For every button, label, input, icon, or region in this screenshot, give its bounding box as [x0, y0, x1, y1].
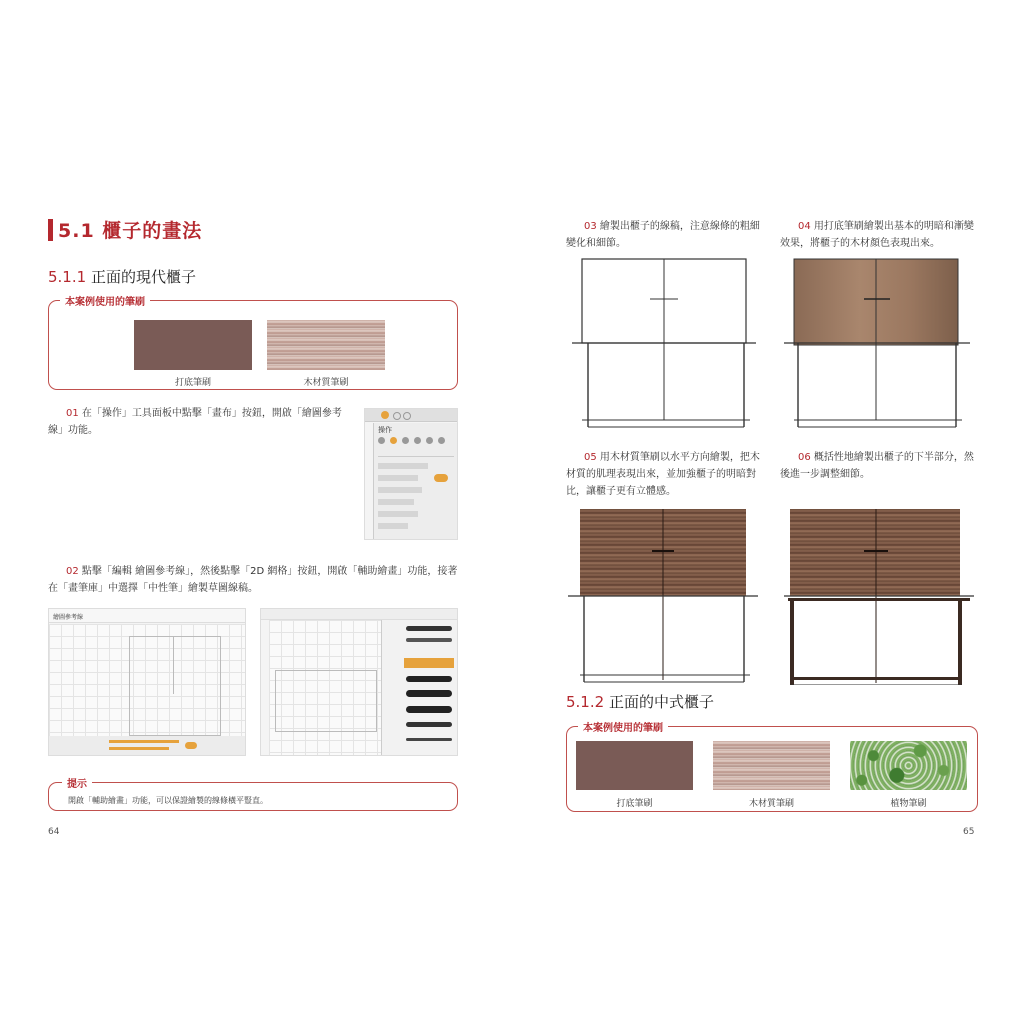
guide-grid [49, 624, 245, 736]
brushes-box-label: 本案例使用的筆刷 [578, 719, 668, 734]
cabinet-wood-sketch [566, 505, 766, 685]
step-number: 06 [798, 452, 811, 463]
step-02 [48, 563, 458, 597]
tip-label: 提示 [62, 775, 92, 790]
brush-library-panel [381, 620, 458, 755]
section-marker [48, 219, 53, 241]
step-text: 用打底筆刷繪製出基本的明暗和漸變效果，將櫃子的木材顏色表現出來。 [780, 221, 974, 249]
assist-toggle [185, 742, 197, 749]
wood-brush-swatch [713, 741, 830, 790]
cabinet-sketch [129, 636, 221, 736]
tip-text: 開啟「輔助繪畫」功能，可以保證繪製的線條橫平豎直。 [68, 796, 268, 805]
menu-row [378, 523, 408, 529]
actions-menu [373, 423, 458, 539]
brush-library-screenshot [260, 608, 458, 756]
size-slider [109, 740, 179, 743]
plant-brush-swatch [850, 741, 967, 790]
settings-icon [381, 411, 389, 419]
step-01 [48, 405, 353, 439]
brush-stroke [406, 676, 452, 682]
cabinet-line-sketch [566, 255, 766, 435]
step-06 [780, 449, 978, 483]
wood-brush-caption: 木材質筆刷 [748, 799, 794, 809]
step-03 [566, 218, 764, 252]
page-number-right: 65 [963, 827, 975, 837]
subsection-title: 正面的現代櫃子 [90, 268, 196, 286]
brush-stroke [406, 690, 452, 697]
step-text: 繪製出櫃子的線稿，注意線條的粗細變化和細節。 [566, 221, 760, 249]
brushes-box-label: 本案例使用的筆刷 [60, 293, 150, 308]
brushes-box-left [48, 300, 458, 390]
cabinet-base-sketch [780, 255, 980, 435]
share-icon [402, 437, 409, 444]
brush-stroke [406, 722, 452, 727]
base-brush-swatch [576, 741, 693, 790]
canvas-icon [390, 437, 397, 444]
menu-row [378, 511, 418, 517]
subsection-heading-511 [48, 266, 196, 287]
add-icon [378, 437, 385, 444]
subsection-number: 5.1.1 [48, 268, 87, 286]
wood-brush-swatch [267, 320, 385, 370]
subsection-title: 正面的中式櫃子 [608, 693, 714, 711]
step-number: 01 [66, 408, 79, 419]
tool-icon [393, 412, 401, 420]
menu-row [378, 499, 414, 505]
base-brush-caption: 打底筆刷 [174, 378, 211, 388]
plant-brush-caption: 植物筆刷 [890, 799, 927, 809]
panel-toolbar [365, 409, 457, 422]
menu-row [378, 463, 428, 469]
step-text: 用木材質筆刷以水平方向繪製，把木材質的肌理表現出來，並加強櫃子的明暗對比，讓櫃子更有立體感。 [566, 452, 760, 497]
base-brush-caption: 打底筆刷 [616, 799, 653, 809]
actions-menu-title: 操作 [378, 426, 392, 434]
subsection-number: 5.1.2 [566, 693, 605, 711]
divider [378, 456, 454, 457]
brush-stroke [406, 626, 452, 631]
menu-row [378, 487, 422, 493]
guide-controls [49, 736, 245, 755]
help-icon [438, 437, 445, 444]
section-title: 櫃子的畫法 [102, 220, 203, 242]
step-number: 03 [584, 221, 597, 232]
opacity-slider [109, 747, 169, 750]
app-toolbar [261, 609, 457, 620]
drawing-guide-screenshot [48, 608, 246, 756]
step-text: 點擊「編輯 繪圖參考線」，然後點擊「2D 網格」按鈕，開啟「輔助繪畫」功能，接著在「畫筆庫」中選擇「中性筆」繪製草圖線稿。 [48, 566, 458, 594]
subsection-heading-512 [566, 691, 714, 712]
step-text: 在「操作」工具面板中點擊「畫布」按鈕，開啟「繪圖參考線」功能。 [48, 408, 342, 436]
step-04 [780, 218, 978, 252]
prefs-icon [426, 437, 433, 444]
brush-stroke [406, 738, 452, 741]
brush-stroke [406, 706, 452, 713]
video-icon [414, 437, 421, 444]
guide-title: 繪圖參考線 [49, 609, 245, 623]
section-heading [58, 216, 202, 243]
tool-icon [403, 412, 411, 420]
sketch-line [173, 636, 174, 694]
actions-icon-row [374, 437, 458, 444]
brush-stroke [406, 638, 452, 642]
step-05 [566, 449, 764, 500]
menu-row-toggle [378, 475, 418, 481]
cabinet-sketch [275, 670, 377, 732]
selected-brush [404, 658, 454, 668]
actions-panel-screenshot [364, 408, 458, 540]
canvas-grid [269, 620, 381, 755]
step-number: 02 [66, 566, 79, 577]
wood-brush-caption: 木材質筆刷 [303, 378, 349, 388]
page-number-left: 64 [48, 827, 60, 837]
step-number: 05 [584, 452, 597, 463]
step-text: 概括性地繪製出櫃子的下半部分，然後進一步調整細節。 [780, 452, 974, 480]
base-brush-swatch [134, 320, 252, 370]
toggle-switch [434, 474, 448, 482]
step-number: 04 [798, 221, 811, 232]
section-number: 5.1 [58, 220, 95, 242]
cabinet-refined-sketch [780, 505, 980, 685]
